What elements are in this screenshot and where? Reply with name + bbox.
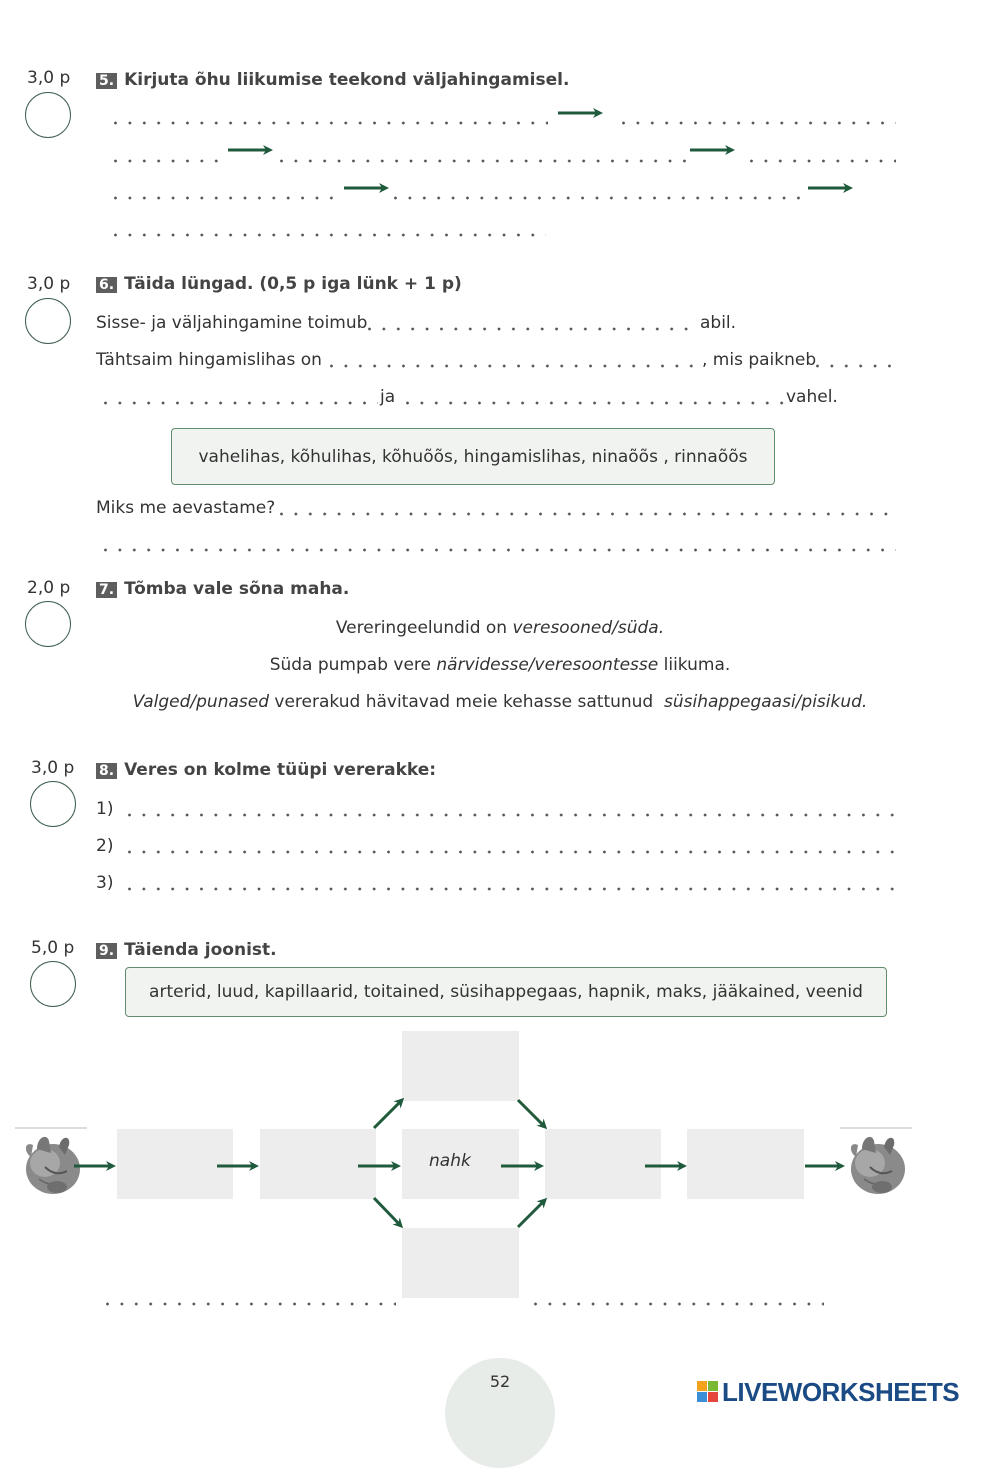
q5-blank-6[interactable]: [114, 196, 340, 200]
logo-grid-icon: [697, 1381, 719, 1403]
q7-s3-text: vererakud hävitavad meie kehasse sattunud: [269, 692, 665, 712]
arrow-top-right: [518, 1100, 545, 1127]
q5-title: [96, 70, 569, 90]
q6-blank-1[interactable]: [368, 327, 698, 331]
q8-item-3-label: 3): [96, 873, 114, 893]
q6-line3-end: vahel.: [786, 387, 838, 407]
q5-blank-3[interactable]: [114, 159, 224, 163]
q7-s3-choice-2[interactable]: süsihappegaasi/pisikud.: [664, 692, 868, 712]
q7-s1-text: Vereringeelundid on: [335, 618, 513, 638]
diagram-arrows: [0, 1090, 1000, 1240]
q6-question: Miks me aevastame?: [96, 498, 276, 518]
q6-line1-end: abil.: [700, 313, 737, 333]
q6-line1-start: Sisse- ja väljahingamine toimub: [96, 313, 368, 333]
q8-blank-3[interactable]: [128, 887, 896, 891]
q7-sentence-3: [0, 692, 1000, 712]
q5-blank-8[interactable]: [114, 233, 546, 237]
q5-arrow-3: [688, 141, 738, 159]
q9-word-bank: arterid, luud, kapillaarid, toitained, süsihappegaas, hapnik, maks, jääkained, veenid: [125, 967, 887, 1017]
q6-line3-mid: ja: [380, 387, 396, 407]
q6-blank-2[interactable]: [330, 364, 700, 368]
q9-number: 9.: [96, 943, 117, 959]
q7-s2-end: liikuma.: [658, 655, 731, 675]
q5-arrow-5: [806, 179, 856, 197]
q6-title: [96, 274, 462, 294]
q7-title: [96, 579, 349, 599]
arrow-down-left: [374, 1198, 401, 1226]
q6-blank-7[interactable]: [104, 548, 896, 552]
q6-word-bank: vahelihas, kõhulihas, kõhuõõs, hingamislihas, ninaõõs , rinnaõõs: [171, 428, 775, 485]
q7-number: 7.: [96, 582, 117, 598]
q5-points: 3,0 p: [27, 68, 71, 88]
q5-blank-2[interactable]: [622, 121, 896, 125]
q8-item-2-label: 2): [96, 836, 114, 856]
arrow-bottom-right: [518, 1200, 545, 1227]
q8-title: [96, 760, 436, 780]
q9-title-text: Täienda joonist.: [124, 940, 277, 960]
q9-title: [96, 940, 277, 960]
q8-blank-1[interactable]: [128, 813, 896, 817]
q6-score-circle[interactable]: [25, 298, 71, 344]
brand-logo[interactable]: [697, 1377, 959, 1408]
q5-arrow-4: [342, 179, 392, 197]
q6-title-text: Täida lüngad. (0,5 p iga lünk + 1 p): [124, 274, 462, 294]
q6-blank-5[interactable]: [406, 401, 784, 405]
q5-arrow-2: [226, 141, 276, 159]
q5-blank-1[interactable]: [114, 121, 548, 125]
q5-blank-5[interactable]: [750, 159, 896, 163]
q7-sentence-2: [0, 655, 1000, 675]
page-number: 52: [489, 1372, 511, 1391]
q8-number: 8.: [96, 763, 117, 779]
q6-number: 6.: [96, 277, 117, 293]
q7-s1-choice[interactable]: veresooned/süda.: [512, 618, 665, 638]
q8-blank-2[interactable]: [128, 850, 896, 854]
q7-points: 2,0 p: [27, 578, 71, 598]
q6-blank-3[interactable]: [816, 364, 896, 368]
q7-sentence-1: [0, 618, 1000, 638]
q9-score-circle[interactable]: [30, 961, 76, 1007]
brand-text: LIVEWORKSHEETS: [722, 1377, 960, 1407]
q5-blank-7[interactable]: [394, 196, 806, 200]
page-number-badge: [445, 1358, 555, 1468]
q9-blank-left[interactable]: [106, 1302, 396, 1306]
q6-line2-start: Tähtsaim hingamislihas on: [96, 350, 322, 370]
q7-s3-choice-1[interactable]: Valged/punased: [132, 692, 269, 712]
q8-score-circle[interactable]: [30, 781, 76, 827]
q5-score-circle[interactable]: [25, 92, 71, 138]
q7-title-text: Tõmba vale sõna maha.: [124, 579, 350, 599]
q6-blank-4[interactable]: [104, 401, 378, 405]
q8-points: 3,0 p: [31, 758, 75, 778]
q8-item-1-label: 1): [96, 799, 114, 819]
diagram-center-label: nahk: [429, 1151, 471, 1171]
q6-blank-6[interactable]: [280, 512, 896, 516]
q7-s2-text: Süda pumpab vere: [269, 655, 437, 675]
q5-number: 5.: [96, 73, 117, 89]
q6-points: 3,0 p: [27, 274, 71, 294]
q8-title-text: Veres on kolme tüüpi vererakke:: [124, 760, 437, 780]
q9-points: 5,0 p: [31, 938, 75, 958]
arrow-up-left: [374, 1100, 402, 1128]
q5-title-text: Kirjuta õhu liikumise teekond väljahingamisel.: [124, 70, 570, 90]
q7-s2-choice[interactable]: närvidesse/veresoontesse: [436, 655, 659, 675]
q5-arrow-1: [556, 104, 606, 122]
q6-line2-mid: , mis paikneb: [702, 350, 817, 370]
q9-blank-right[interactable]: [534, 1302, 824, 1306]
q5-blank-4[interactable]: [280, 159, 688, 163]
